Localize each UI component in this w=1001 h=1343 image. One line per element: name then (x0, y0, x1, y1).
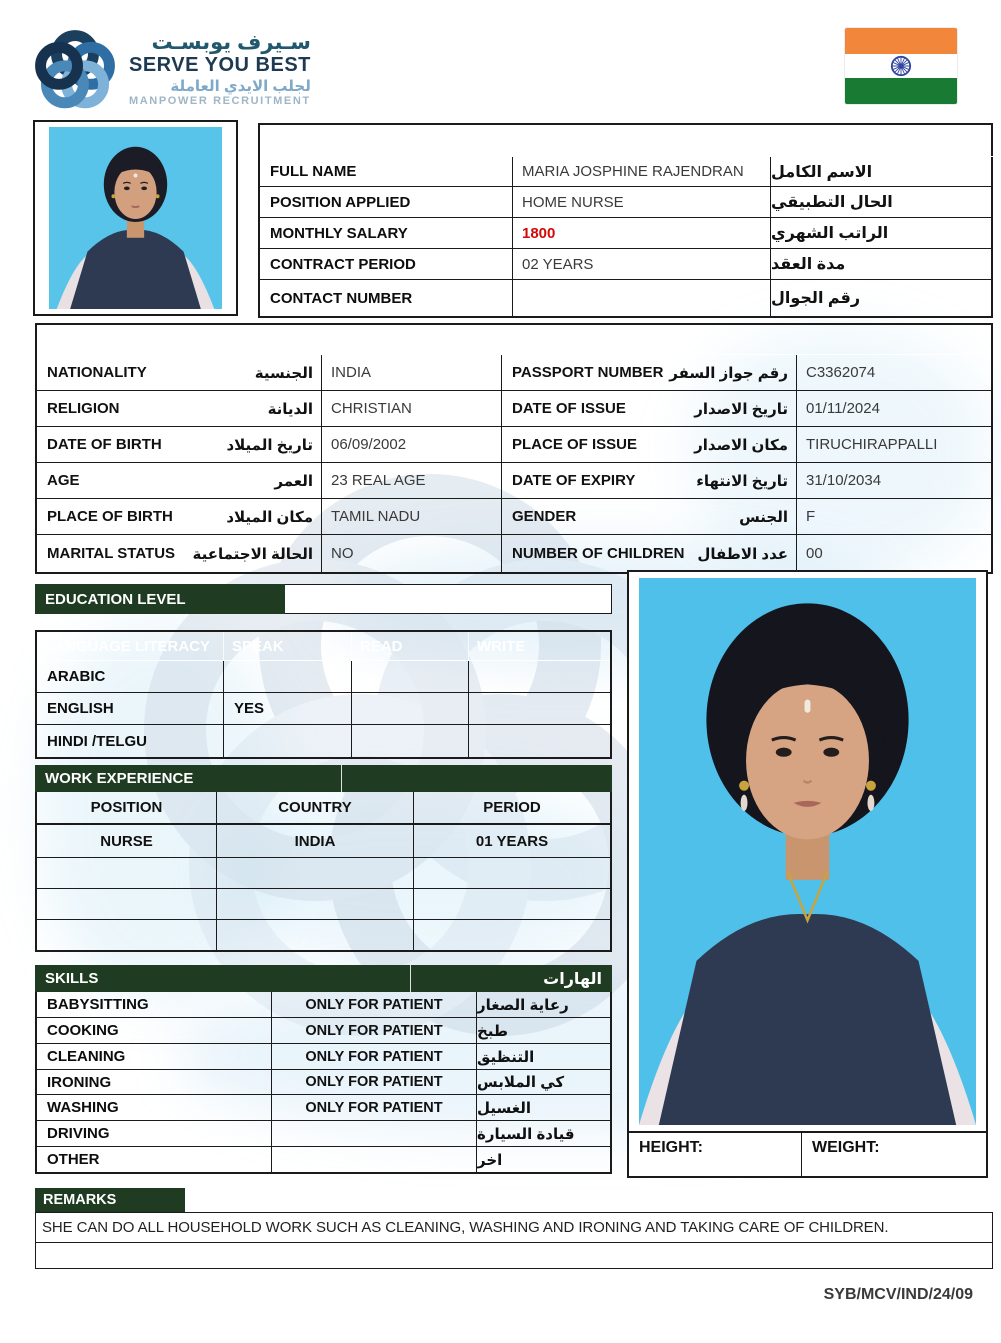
remarks-section (35, 1188, 993, 1269)
language-table (35, 630, 612, 759)
applicant-photo-large (627, 570, 988, 1133)
skill-arabic: التنظيق (477, 1044, 610, 1070)
language-name: ARABIC (37, 661, 224, 693)
skill-value: ONLY FOR PATIENT (272, 1044, 477, 1070)
field-label-arabic: الراتب الشهري (771, 218, 993, 249)
skill-value: ONLY FOR PATIENT (272, 1095, 477, 1121)
field-label: MONTHLY SALARY (260, 218, 513, 249)
field-label: RELIGION الديانة (37, 391, 322, 427)
education-value (285, 584, 612, 614)
skill-name: WASHING (37, 1095, 272, 1121)
education-label: EDUCATION LEVEL (35, 584, 285, 614)
skill-value: ONLY FOR PATIENT (272, 992, 477, 1018)
language-header: LANGUAGE LITERACY (37, 632, 224, 661)
skill-arabic: طبخ (477, 1018, 610, 1044)
field-label: FULL NAME (260, 157, 513, 187)
work-experience-section (35, 765, 612, 952)
skill-arabic: اخر (477, 1151, 503, 1169)
language-read (352, 693, 469, 725)
document-reference: SYB/MCV/IND/24/09 (823, 1286, 973, 1303)
field-value: MARIA JOSPHINE RAJENDRAN (513, 157, 771, 187)
field-label: DATE OF ISSUE تاريخ الاصدار (502, 391, 797, 427)
field-label: PLACE OF ISSUE مكان الاصدار (502, 427, 797, 463)
language-write (469, 725, 610, 757)
logo-title-arabic: سـيرف يوبسـت (151, 31, 311, 55)
skill-name: COOKING (37, 1018, 272, 1044)
work-country (217, 889, 414, 920)
field-value: C3362074 (797, 355, 991, 391)
field-label: MARITAL STATUS الحالة الاجتماعية (37, 535, 322, 572)
work-position (37, 889, 217, 920)
field-value: 00 (806, 545, 823, 562)
work-country (217, 858, 414, 889)
work-header: PERIOD (414, 792, 610, 825)
field-label-arabic: الاسم الكامل (771, 157, 993, 187)
language-read (352, 661, 469, 693)
field-label: DATE OF BIRTH تاريخ الميلاد (37, 427, 322, 463)
logo-subtitle: MANPOWER RECRUITMENT (129, 94, 311, 107)
language-name: ENGLISH (37, 693, 224, 725)
applicant-photo-panel (627, 570, 988, 1178)
skills-title: SKILLS (45, 970, 99, 987)
work-position (37, 858, 217, 889)
ashoka-chakra-icon (890, 55, 912, 77)
company-logo (33, 28, 311, 112)
language-write (469, 693, 610, 725)
applicant-portrait-icon (49, 127, 222, 309)
field-label: CONTRACT PERIOD (260, 249, 513, 280)
applicant-portrait-icon (639, 578, 976, 1125)
field-value: 23 REAL AGE (322, 463, 502, 499)
field-value: TIRUCHIRAPPALLI (797, 427, 991, 463)
work-period (414, 858, 610, 889)
field-value: TAMIL NADU (322, 499, 502, 535)
remarks-text: SHE CAN DO ALL HOUSEHOLD WORK SUCH AS CLEANING, WASHING AND IRONING AND TAKING CARE OF CHILDREN. (35, 1212, 993, 1243)
skill-arabic: الغسيل (477, 1095, 610, 1121)
field-value: 31/10/2034 (797, 463, 991, 499)
field-label: PASSPORT NUMBER رقم جواز السفر (502, 355, 797, 391)
skill-value (272, 1121, 477, 1147)
field-value: HOME NURSE (513, 187, 771, 218)
other-details-title: OTHER DETAILS OF APPLICANT (37, 325, 502, 355)
employment-title: EMPLOYMENT DETAILS (260, 125, 771, 157)
skill-value (272, 1147, 477, 1172)
skill-arabic: رعاية الصغار (477, 992, 610, 1018)
skill-name: IRONING (37, 1070, 272, 1095)
skill-name: DRIVING (37, 1121, 272, 1147)
skill-value: ONLY FOR PATIENT (272, 1018, 477, 1044)
language-header: SPEAK (224, 632, 352, 661)
work-position: NURSE (37, 825, 217, 858)
employment-ref (771, 125, 993, 157)
logo-knot-icon (33, 28, 117, 112)
skills-section (35, 965, 612, 1174)
work-period (414, 920, 610, 950)
skills-title-bar (35, 965, 612, 992)
skill-name: CLEANING (37, 1044, 272, 1070)
work-header: COUNTRY (217, 792, 414, 825)
work-position (37, 920, 217, 950)
work-table (35, 792, 612, 952)
field-label: GENDER الجنس (502, 499, 797, 535)
work-title: WORK EXPERIENCE (45, 770, 194, 787)
skill-arabic: كي الملابس (477, 1070, 610, 1095)
field-value: 01/11/2024 (797, 391, 991, 427)
field-label: NATIONALITY الجنسية (37, 355, 322, 391)
field-label-arabic: مدة العقد (771, 249, 993, 280)
skill-value: ONLY FOR PATIENT (272, 1070, 477, 1095)
language-name: HINDI /TELGU (37, 725, 224, 757)
skill-arabic: قيادة السيارة (477, 1121, 610, 1147)
salary-value: 1800 (513, 218, 771, 249)
india-flag-icon (845, 28, 957, 104)
language-speak (224, 661, 352, 693)
weight-field: WEIGHT: (812, 1139, 880, 1156)
language-header: READ (352, 632, 469, 661)
field-value: 06/09/2002 (322, 427, 502, 463)
work-title-bar (35, 765, 612, 792)
logo-subtitle-arabic: لجلب الايدي العاملة (170, 77, 311, 95)
work-country: INDIA (217, 825, 414, 858)
remarks-title: REMARKS (35, 1188, 185, 1212)
field-value: NO (322, 535, 502, 572)
field-label: PLACE OF BIRTH مكان الميلاد (37, 499, 322, 535)
height-field: HEIGHT: (629, 1133, 802, 1176)
work-country (217, 920, 414, 950)
field-label-arabic: الحال التطبيقي (771, 187, 993, 218)
field-label: NUMBER OF CHILDREN عدد الاطفال (502, 535, 797, 572)
field-value (513, 280, 771, 316)
field-label: AGE العمر (37, 463, 322, 499)
field-label: DATE OF EXPIRY تاريخ الانتهاء (502, 463, 797, 499)
field-value: INDIA (322, 355, 502, 391)
field-value: CHRISTIAN (322, 391, 502, 427)
skills-table (35, 992, 612, 1174)
language-speak: YES (224, 693, 352, 725)
field-label: POSITION APPLIED (260, 187, 513, 218)
logo-title: SERVE YOU BEST (129, 54, 311, 76)
work-period: 01 YEARS (414, 825, 610, 858)
education-section (35, 584, 612, 614)
ref-code: NS (960, 132, 981, 149)
field-label-arabic: رقم الجوال (771, 290, 861, 307)
work-period (414, 889, 610, 920)
measurements-row (627, 1133, 988, 1178)
skills-title-arabic: الهارات (543, 970, 602, 988)
ref-label: REF: SH (779, 132, 839, 149)
work-header: POSITION (37, 792, 217, 825)
field-value: F (797, 499, 991, 535)
language-read (352, 725, 469, 757)
employment-table (258, 123, 993, 318)
other-details-title-spacer (502, 325, 991, 355)
applicant-photo-small (33, 120, 238, 316)
field-label: CONTACT NUMBER (260, 280, 513, 316)
remarks-empty-row (35, 1243, 993, 1269)
field-value: 02 YEARS (513, 249, 771, 280)
skill-name: BABYSITTING (37, 992, 272, 1018)
language-speak (224, 725, 352, 757)
language-write (469, 661, 610, 693)
other-details-table (35, 323, 993, 574)
language-header: WRITE (469, 632, 610, 661)
skill-name: OTHER (37, 1147, 272, 1172)
